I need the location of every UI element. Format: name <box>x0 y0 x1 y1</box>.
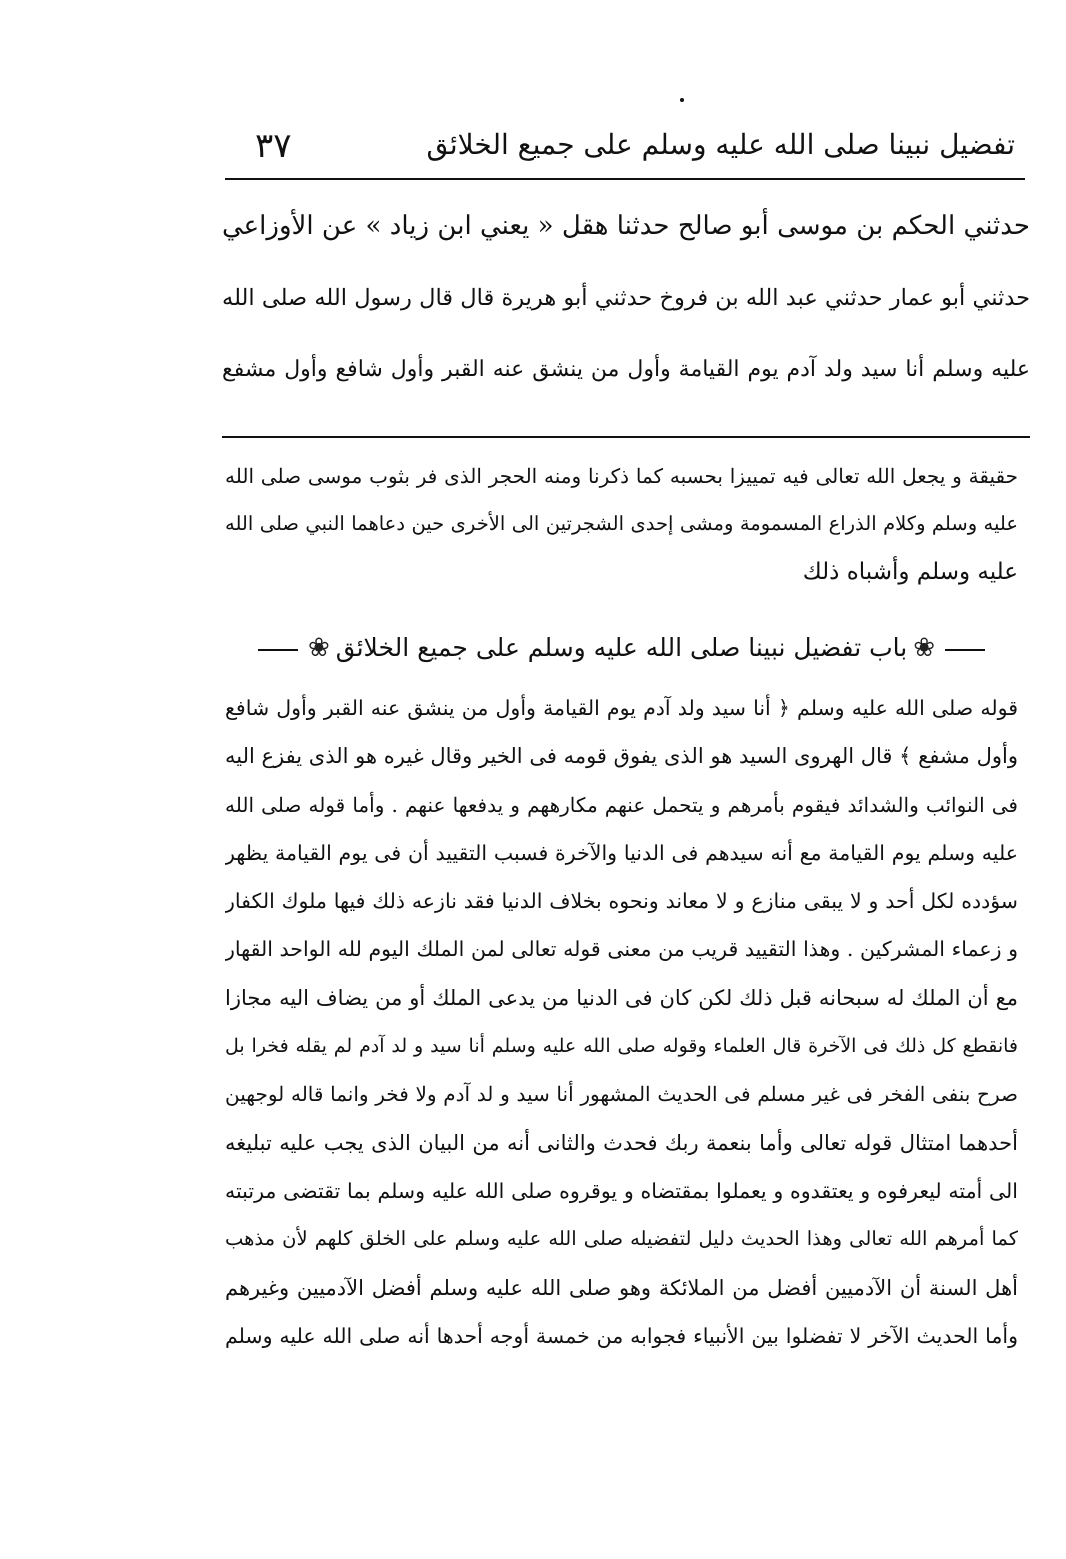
page-number: ٣٧ <box>255 126 292 166</box>
body-line: سؤدده لكل أحد و لا يبقى منازع و لا معاند ونحوه بخلاف الدنيا فقد نازعه ذلك فيها ملوك الكفار <box>225 889 1018 914</box>
ornament-icon: ❀ <box>307 633 330 663</box>
chapter-heading <box>225 620 1018 676</box>
body-line: الى أمته ليعرفوه و يعتقدوه و يعملوا بمقتضاه و يوقروه صلى الله عليه وسلم بما تقتضى مرتبته <box>225 1178 1018 1203</box>
chapter-heading-text: باب تفضيل نبينا صلى الله عليه وسلم على جميع الخلائق <box>335 633 908 662</box>
heading-dash <box>258 649 298 651</box>
hadith-text-block <box>222 190 1030 420</box>
hadith-line: حدثني أبو عمار حدثني عبد الله بن فروخ حدثني أبو هريرة قال قال رسول الله صلى الله <box>222 285 1030 311</box>
body-line: كما أمرهم الله تعالى وهذا الحديث دليل لتفضيله صلى الله عليه وسلم على الخلق كلهم لأن مذهب <box>225 1227 1018 1251</box>
body-line: فى النوائب والشدائد فيقوم بأمرهم و يتحمل عنهم مكارههم و يدفعها عنهم . وأما قوله صلى الله <box>225 792 1018 817</box>
body-line: وأول مشفع ﴾ قال الهروى السيد هو الذى يفوق قومه فى الخير وقال غيره هو الذى يفزع اليه <box>225 744 1018 769</box>
body-line: أحدهما امتثال قوله تعالى وأما بنعمة ربك فحدث والثانى أنه من البيان الذى يجب عليه تبليغه <box>225 1130 1018 1155</box>
hadith-line: عليه وسلم أنا سيد ولد آدم يوم القيامة وأول من ينشق عنه القبر وأول شافع وأول مشفع <box>222 357 1030 382</box>
header-rule <box>225 178 1025 180</box>
section-rule <box>222 436 1030 438</box>
body-line: أهل السنة أن الآدميين أفضل من الملائكة وهو صلى الله عليه وسلم أفضل الآدميين وغيرهم <box>225 1275 1018 1300</box>
body-line: عليه وسلم يوم القيامة مع أنه سيدهم فى الدنيا والآخرة فسبب التقييد أن فى يوم القيامة يظهر <box>225 840 1018 865</box>
body-line: و زعماء المشركين . وهذا التقييد قريب من معنى قوله تعالى لمن الملك اليوم لله الواحد القهار <box>225 937 1018 962</box>
commentary-line: حقيقة و يجعل الله تعالى فيه تمييزا بحسبه كما ذكرنا ومنه الحجر الذى فر بثوب موسى صلى الله <box>225 464 1018 488</box>
page-dot-mark <box>680 98 684 102</box>
running-title: تفضيل نبينا صلى الله عليه وسلم على جميع الخلائق <box>426 128 1015 161</box>
commentary-body <box>225 684 1018 1360</box>
body-line: مع أن الملك له سبحانه قبل ذلك لكن كان فى الدنيا من يدعى الملك أو من يضاف اليه مجازا <box>225 985 1018 1010</box>
body-line: وأما الحديث الآخر لا تفضلوا بين الأنبياء فجوابه من خمسة أوجه أحدها أنه صلى الله عليه وسلم <box>225 1323 1018 1348</box>
commentary-line: عليه وسلم وكلام الذراع المسمومة ومشى إحدى الشجرتين الى الأخرى حين دعاهما النبي صلى الله <box>225 512 1018 535</box>
running-header <box>225 118 1015 178</box>
heading-dash <box>945 649 985 651</box>
body-line: صرح بنفى الفخر فى غير مسلم فى الحديث المشهور أنا سيد و لد آدم ولا فخر وانما قاله لوجهين <box>225 1082 1018 1107</box>
body-line: قوله صلى الله عليه وسلم ﴿ أنا سيد ولد آدم يوم القيامة وأول من ينشق عنه القبر وأول شافع <box>225 696 1018 720</box>
commentary-continuation <box>225 452 1018 596</box>
body-line: فانقطع كل ذلك فى الآخرة قال العلماء وقوله صلى الله عليه وسلم أنا سيد و لد آدم لم يقله فخرا بل <box>225 1035 1018 1058</box>
commentary-line: عليه وسلم وأشباه ذلك <box>802 559 1018 585</box>
ornament-icon: ❀ <box>913 633 936 663</box>
hadith-line: حدثني الحكم بن موسى أبو صالح حدثنا هقل « يعني ابن زياد » عن الأوزاعي <box>222 211 1030 241</box>
